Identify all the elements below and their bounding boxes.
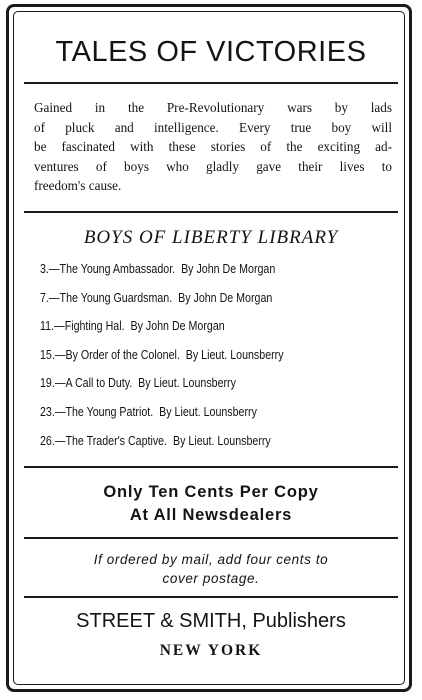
book-author: By Lieut. Lounsberry [185, 346, 284, 362]
book-author: By Lieut. Lounsberry [159, 403, 257, 419]
postage-line: If ordered by mail, add four cents to [93, 552, 329, 567]
book-title: —The Young Ambassador. [48, 261, 176, 276]
divider-rule [24, 211, 398, 213]
intro-line: ventures of boys who gladly gave their lives to [34, 158, 392, 174]
book-author: By John De Morgan [181, 261, 276, 276]
book-number: 15. [40, 346, 55, 362]
divider-rule [24, 537, 398, 539]
publisher-name: STREET & SMITH, Publishers [76, 610, 346, 632]
intro-line: Gained in the Pre-Revolutionary wars by lads [34, 100, 392, 115]
intro-line: freedom's cause. [34, 178, 122, 193]
book-title: —Fighting Hal. [54, 318, 125, 334]
postage-line: cover postage. [162, 571, 260, 586]
book-list [40, 255, 337, 455]
book-number: 19. [40, 375, 55, 391]
divider-rule [24, 82, 398, 84]
divider-rule [24, 466, 398, 468]
book-author: By John De Morgan [130, 318, 225, 334]
book-item [40, 427, 284, 456]
price-notice [0, 481, 422, 527]
library-title: BOYS OF LIBERTY LIBRARY [83, 227, 339, 248]
book-author: By John De Morgan [178, 289, 273, 305]
book-author: By Lieut. Lounsberry [172, 432, 271, 448]
book-item [40, 284, 284, 313]
book-title: —The Young Guardsman. [48, 289, 173, 305]
book-title: —By Order of the Colonel. [54, 346, 180, 362]
price-line: Only Ten Cents Per Copy [103, 483, 319, 501]
book-title: —The Trader's Captive. [54, 432, 168, 448]
book-number: 23. [40, 403, 55, 419]
book-title: —A Call to Duty. [54, 375, 133, 391]
book-item [40, 369, 284, 398]
book-title: —The Young Patriot. [54, 403, 154, 419]
price-line: At All Newsdealers [129, 506, 293, 524]
headline: TALES OF VICTORIES [55, 36, 367, 68]
divider-rule [24, 596, 398, 598]
book-number: 7. [40, 289, 49, 305]
postage-notice [0, 550, 422, 588]
intro-paragraph [34, 98, 392, 196]
intro-line: be fascinated with these stories of the exciting ad- [34, 139, 392, 154]
book-item [40, 312, 284, 341]
book-item [40, 341, 284, 370]
book-item [40, 255, 284, 284]
publisher-city: NEW YORK [159, 642, 263, 659]
book-author: By Lieut. Lounsberry [138, 375, 236, 391]
book-item [40, 398, 284, 427]
book-number: 11. [40, 318, 55, 334]
book-number: 3. [40, 261, 49, 276]
book-number: 26. [40, 432, 55, 448]
intro-line: of pluck and intelligence. Every true boy will [34, 119, 392, 135]
